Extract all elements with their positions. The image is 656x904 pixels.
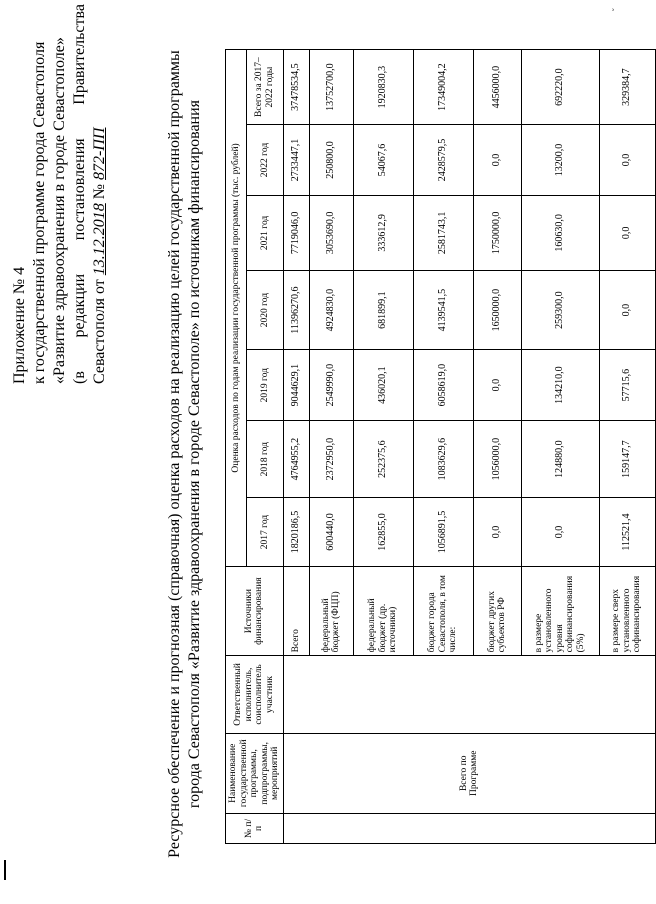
header-total: Всего за 2017–2022 годы bbox=[247, 50, 283, 125]
value-cell: 0,0 bbox=[599, 195, 655, 270]
source-cell: Всего bbox=[283, 566, 309, 656]
table-header-row bbox=[226, 50, 247, 844]
appendix-word: постановления bbox=[71, 138, 88, 241]
value-cell: 112521,4 bbox=[599, 498, 655, 567]
value-cell: 1920830,3 bbox=[353, 50, 413, 125]
header-year: 2018 год bbox=[247, 421, 283, 498]
header-year: 2020 год bbox=[247, 270, 283, 349]
value-cell: 124880,0 bbox=[521, 421, 599, 498]
value-cell: 2733447,1 bbox=[283, 125, 309, 196]
source-cell: бюджет города Севастополя, в том числе: bbox=[413, 566, 473, 656]
value-cell: 681899,1 bbox=[353, 270, 413, 349]
value-cell: 252375,6 bbox=[353, 421, 413, 498]
appendix-word: (в bbox=[71, 371, 88, 384]
header-name: Наименование государственной программы, подпрограммы, мероприятий bbox=[226, 733, 284, 813]
resolution-prefix: Севастополя от bbox=[91, 279, 108, 384]
value-cell: 7719046,0 bbox=[283, 195, 309, 270]
resolution-number-label: № bbox=[91, 183, 108, 200]
source-cell: в размере сверх установленного софинансирования bbox=[599, 566, 655, 656]
header-no: № п/п bbox=[226, 813, 284, 843]
value-cell: 0,0 bbox=[473, 498, 521, 567]
value-cell: 1083629,6 bbox=[413, 421, 473, 498]
appendix-title: Приложение № 4 bbox=[11, 266, 28, 384]
appendix-resolution-line bbox=[90, 4, 110, 384]
value-cell: 3053690,0 bbox=[309, 195, 353, 270]
value-cell: 0,0 bbox=[473, 350, 521, 421]
value-cell: 2581743,1 bbox=[413, 195, 473, 270]
margin-mark bbox=[4, 860, 6, 880]
source-cell: федеральный бюджет (ФЦП) bbox=[309, 566, 353, 656]
value-cell: 134210,0 bbox=[521, 350, 599, 421]
header-year: 2017 год bbox=[247, 498, 283, 567]
appendix-line: «Развитие здравоохранения в городе Севастополе» bbox=[51, 37, 68, 384]
value-cell: 4139541,5 bbox=[413, 270, 473, 349]
source-cell: федеральный бюджет (др. источники) bbox=[353, 566, 413, 656]
value-cell: 4764955,2 bbox=[283, 421, 309, 498]
value-cell: 333612,9 bbox=[353, 195, 413, 270]
source-cell: бюджет других субъектов РФ bbox=[473, 566, 521, 656]
value-cell: 0,0 bbox=[599, 270, 655, 349]
resolution-date: 13.12.2018 bbox=[91, 203, 108, 276]
table-row bbox=[283, 50, 309, 844]
header-year: 2019 год bbox=[247, 350, 283, 421]
appendix-word: редакции bbox=[71, 273, 88, 338]
heading-line-1: Ресурсное обеспечение и прогнозная (справочная) оценка расходов на реализацию целей государственной программы bbox=[166, 50, 183, 858]
value-cell: 0,0 bbox=[599, 125, 655, 196]
resolution-number: 872-ПП bbox=[91, 127, 108, 180]
appendix-header bbox=[10, 4, 110, 384]
row-number-cell bbox=[283, 813, 655, 843]
value-cell: 4924830,0 bbox=[309, 270, 353, 349]
source-cell: в размере установленного уровня софинансирования (5%) bbox=[521, 566, 599, 656]
header-year: 2022 год bbox=[247, 125, 283, 196]
value-cell: 4456000,0 bbox=[473, 50, 521, 125]
header-source: Источники финансирования bbox=[226, 566, 284, 656]
value-cell: 54067,6 bbox=[353, 125, 413, 196]
value-cell: 692220,0 bbox=[521, 50, 599, 125]
appendix-word: Правительства bbox=[71, 4, 88, 105]
value-cell: 0,0 bbox=[473, 125, 521, 196]
appendix-line: к государственной программе города Севастополя bbox=[31, 41, 48, 384]
document-heading bbox=[165, 44, 205, 864]
value-cell: 17349004,2 bbox=[413, 50, 473, 125]
value-cell: 160630,0 bbox=[521, 195, 599, 270]
value-cell: 37478534,5 bbox=[283, 50, 309, 125]
value-cell: 11396270,6 bbox=[283, 270, 309, 349]
value-cell: 250800,0 bbox=[309, 125, 353, 196]
value-cell: 259300,0 bbox=[521, 270, 599, 349]
program-label: Всего по Программе bbox=[283, 733, 655, 813]
value-cell: 162855,0 bbox=[353, 498, 413, 567]
corner-pen-mark: ʾ bbox=[611, 6, 615, 20]
header-estimate-group: Оценка расходов по годам реализации государственной программы (тыс. рублей) bbox=[226, 50, 247, 567]
value-cell: 13752700,0 bbox=[309, 50, 353, 125]
value-cell: 1650000,0 bbox=[473, 270, 521, 349]
value-cell: 1056891,5 bbox=[413, 498, 473, 567]
value-cell: 2372950,0 bbox=[309, 421, 353, 498]
value-cell: 6058619,0 bbox=[413, 350, 473, 421]
value-cell: 2549990,0 bbox=[309, 350, 353, 421]
value-cell: 9044629,1 bbox=[283, 350, 309, 421]
value-cell: 0,0 bbox=[521, 498, 599, 567]
value-cell: 436020,1 bbox=[353, 350, 413, 421]
value-cell: 329384,7 bbox=[599, 50, 655, 125]
value-cell: 1820186,5 bbox=[283, 498, 309, 567]
header-year: 2021 год bbox=[247, 195, 283, 270]
executor-cell bbox=[283, 656, 655, 733]
value-cell: 57715,6 bbox=[599, 350, 655, 421]
appendix-edition-line bbox=[70, 4, 90, 384]
budget-table bbox=[225, 49, 656, 844]
value-cell: 159147,7 bbox=[599, 421, 655, 498]
heading-line-2: города Севастополя «Развитие здравоохранения в городе Севастополе» по источникам финансирования bbox=[186, 99, 203, 809]
value-cell: 1750000,0 bbox=[473, 195, 521, 270]
value-cell: 2428579,5 bbox=[413, 125, 473, 196]
value-cell: 1056000,0 bbox=[473, 421, 521, 498]
value-cell: 13200,0 bbox=[521, 125, 599, 196]
value-cell: 600440,0 bbox=[309, 498, 353, 567]
header-executor: Ответственный исполнитель, соисполнитель участник bbox=[226, 656, 284, 733]
